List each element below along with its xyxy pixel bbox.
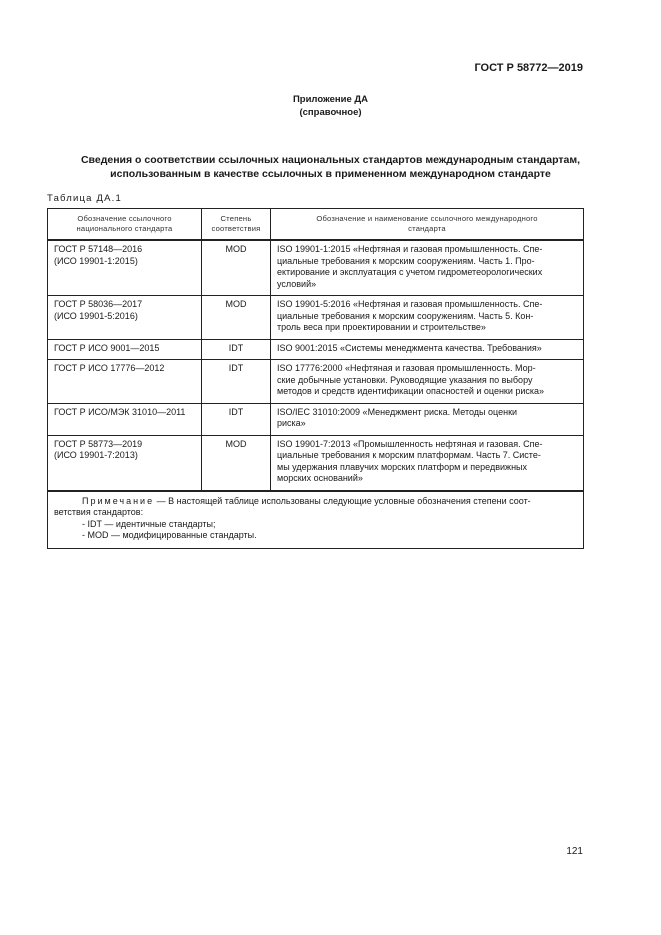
table-label: Таблица ДА.1 [47,193,122,204]
appendix-heading [0,93,661,119]
table-row [48,339,584,360]
table-header-row [48,209,584,241]
table-row [48,403,584,435]
international-standard-cell: ISO 19901-1:2015 «Нефтяная и газовая промышленность. Спе- циальные требования к морским сооружениям. Часть 1. Про- ектирование и эксплуатация с учетом гидрометеорологических условий» [271,240,584,296]
document-code: ГОСТ Р 58772—2019 [474,62,583,74]
note-text-line-2: ветствия стандартов: [54,507,144,517]
section-heading-line-1: Сведения о соответствии ссылочных национальных стандартов международным стандартам, [80,154,581,166]
section-heading [40,153,621,181]
degree-cell: IDT [202,360,271,404]
international-standard-cell: ISO 9001:2015 «Системы менеджмента качества. Требования» [271,339,584,360]
table-row [48,360,584,404]
table-row [48,435,584,491]
table-row [48,240,584,296]
table-note [48,491,584,549]
appendix-title: Приложение ДА [292,94,369,105]
table-note-row [48,491,584,549]
degree-cell: MOD [202,240,271,296]
note-lead [54,496,577,508]
national-standard-cell: ГОСТ Р 57148—2016 (ИСО 19901-1:2015) [48,240,202,296]
international-standard-cell: ISO 19901-5:2016 «Нефтяная и газовая промышленность. Спе- циальные требования к морским сооружениям. Часть 5. Кон- троль веса при проектировании и строительстве» [271,296,584,340]
header-national-standard: Обозначение ссылочного национального стандарта [48,209,202,241]
international-standard-cell: ISO/IEC 31010:2009 «Менеджмент риска. Методы оценки риска» [271,403,584,435]
page-number: 121 [566,846,583,857]
degree-cell: MOD [202,296,271,340]
appendix-subtitle: (справочное) [299,107,362,118]
standards-table [47,208,584,549]
note-item-idt: - IDT — идентичные стандарты; [82,518,216,529]
national-standard-cell: ГОСТ Р 58773—2019 (ИСО 19901-7:2013) [48,435,202,491]
national-standard-cell: ГОСТ Р ИСО 17776—2012 [48,360,202,404]
degree-cell: IDT [202,403,271,435]
note-label: Примечание [82,495,155,506]
table-row [48,296,584,340]
header-degree: Степень соответствия [202,209,271,241]
international-standard-cell: ISO 17776:2000 «Нефтяная и газовая промышленность. Мор- ские добычные установки. Руководящие указания по выбору методов и средств идентификации опасностей и оценки риска» [271,360,584,404]
degree-cell: IDT [202,339,271,360]
note-item-mod: - MOD — модифицированные стандарты. [82,530,257,540]
national-standard-cell: ГОСТ Р ИСО/МЭК 31010—2011 [48,403,202,435]
header-international-standard: Обозначение и наименование ссылочного международного стандарта [271,209,584,241]
degree-cell: MOD [202,435,271,491]
national-standard-cell: ГОСТ Р 58036—2017 (ИСО 19901-5:2016) [48,296,202,340]
international-standard-cell: ISO 19901-7:2013 «Промышленность нефтяная и газовая. Спе- циальные требования к морским платформам. Часть 7. Систе- мы удержания плавучих морских платформ и передвижных морских оснований» [271,435,584,491]
national-standard-cell: ГОСТ Р ИСО 9001—2015 [48,339,202,360]
section-heading-line-2: использованным в качестве ссылочных в примененном международном стандарте [110,168,551,180]
note-text-line-1: — В настоящей таблице использованы следующие условные обозначения степени соот- [154,495,531,506]
